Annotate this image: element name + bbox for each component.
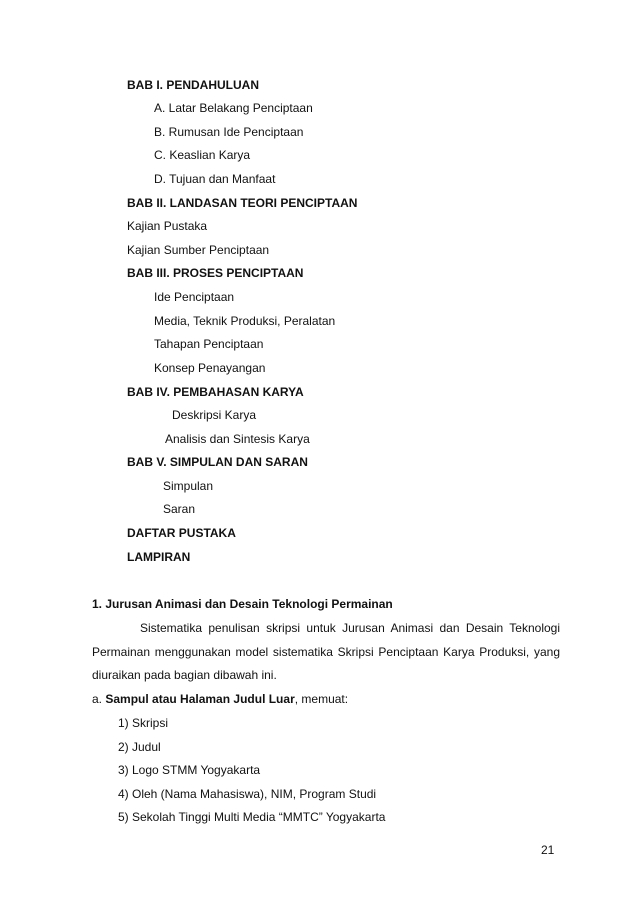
toc-item: Simpulan	[163, 479, 214, 493]
toc-item: D. Tujuan dan Manfaat	[154, 172, 276, 186]
subsection-marker: a.	[92, 692, 103, 706]
daftar-pustaka-heading: DAFTAR PUSTAKA	[127, 526, 236, 540]
bab1-heading: BAB I. PENDAHULUAN	[127, 78, 259, 92]
toc-item: B. Rumusan Ide Penciptaan	[154, 125, 304, 139]
toc-item: Ide Penciptaan	[154, 290, 235, 304]
list-item: 2) Judul	[118, 740, 161, 754]
page-number: 21	[541, 843, 555, 857]
section-heading: 1. Jurusan Animasi dan Desain Teknologi Permainan	[92, 597, 393, 611]
toc-item: Tahapan Penciptaan	[154, 337, 264, 351]
list-item: 1) Skripsi	[118, 716, 169, 730]
toc-item: Konsep Penayangan	[154, 361, 266, 375]
subsection-title: Sampul atau Halaman Judul Luar	[105, 692, 295, 706]
list-item: 3) Logo STMM Yogyakarta	[118, 763, 261, 777]
paragraph-line: Sistematika penulisan skripsi untuk Jurusan Animasi dan Desain Teknologi	[140, 621, 560, 635]
toc-item: Deskripsi Karya	[172, 408, 257, 422]
toc-item: Kajian Pustaka	[127, 219, 208, 233]
toc-item: Kajian Sumber Penciptaan	[127, 243, 270, 257]
toc-item: A. Latar Belakang Penciptaan	[154, 101, 313, 115]
bab3-heading: BAB III. PROSES PENCIPTAAN	[127, 266, 304, 280]
bab2-heading: BAB II. LANDASAN TEORI PENCIPTAAN	[127, 196, 358, 210]
bab4-heading: BAB IV. PEMBAHASAN KARYA	[127, 385, 304, 399]
subsection-a	[92, 692, 348, 706]
paragraph-line: Permainan menggunakan model sistematika Skripsi Penciptaan Karya Produksi, yang	[92, 645, 560, 659]
toc-item: Analisis dan Sintesis Karya	[165, 432, 310, 446]
toc-item: Media, Teknik Produksi, Peralatan	[154, 314, 336, 328]
subsection-suffix: , memuat:	[294, 692, 349, 706]
list-item: 5) Sekolah Tinggi Multi Media “MMTC” Yogyakarta	[118, 810, 386, 824]
lampiran-heading: LAMPIRAN	[127, 550, 191, 564]
bab5-heading: BAB V. SIMPULAN DAN SARAN	[127, 455, 308, 469]
toc-item: Saran	[163, 502, 196, 516]
list-item: 4) Oleh (Nama Mahasiswa), NIM, Program Studi	[118, 787, 377, 801]
toc-item: C. Keaslian Karya	[154, 148, 251, 162]
paragraph-line: diuraikan pada bagian dibawah ini.	[92, 668, 277, 682]
